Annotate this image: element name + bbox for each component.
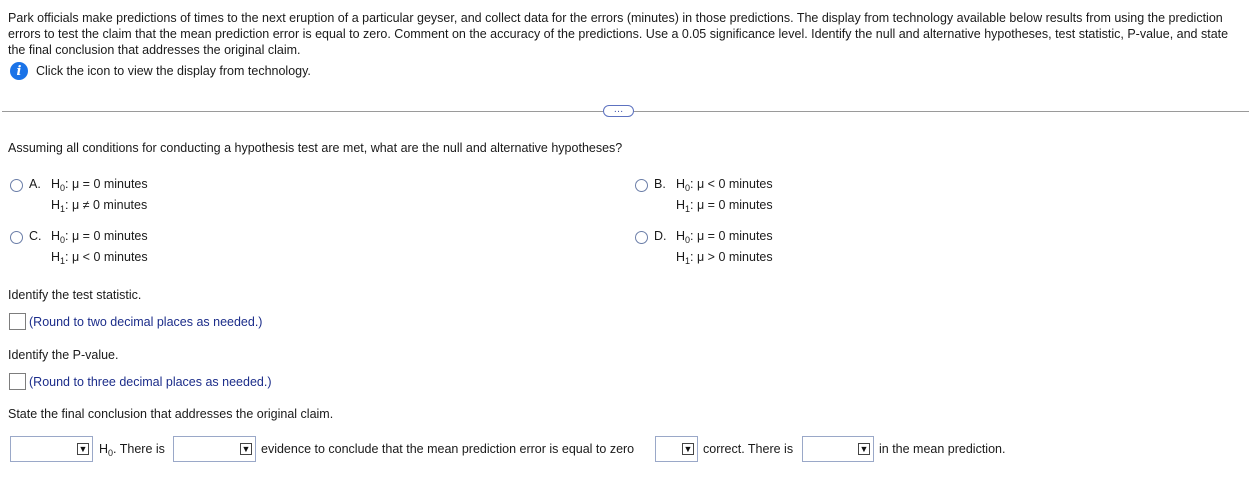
expand-more-button[interactable]: … [603,105,634,117]
alternative-hypothesis: $H_1$: μ < 0 minutes [51,250,148,266]
chevron-down-icon: ▼ [859,443,869,454]
alternative-hypothesis: $H_1$: μ > 0 minutes [676,250,773,266]
null-hypothesis: $H_0$: μ = 0 minutes [51,229,148,245]
radio-button-d[interactable] [635,231,648,244]
p-value-row [9,373,272,390]
test-statistic-label: Identify the test statistic. [8,288,142,302]
null-hypothesis: $H_0$: μ = 0 minutes [676,229,773,245]
radio-button-a[interactable] [10,179,23,192]
chevron-down-icon: ▼ [78,443,88,454]
chevron-down-icon: ▼ [241,443,251,454]
p-value-input[interactable] [9,373,26,390]
radio-button-c[interactable] [10,231,23,244]
null-hypothesis: $H_0$: μ < 0 minutes [676,177,773,193]
conclusion-evidence-text: evidence to conclude that the mean prediction error is equal to zero [261,442,635,456]
chevron-down-icon: ▼ [683,443,693,454]
test-statistic-input[interactable] [9,313,26,330]
reject-decision-dropdown[interactable] [10,436,93,462]
conclusion-mean-text: in the mean prediction. [879,442,1006,456]
p-value-label: Identify the P-value. [8,348,119,362]
null-hypothesis: $H_0$: μ = 0 minutes [51,177,148,193]
info-icon[interactable]: i [10,62,28,80]
option-a[interactable] [10,177,148,216]
question-text: Assuming all conditions for conducting a hypothesis test are met, what are the null and alternative hypotheses? [8,141,623,155]
conclusion-h0-text: $H_0$. There is [99,442,165,458]
option-d[interactable] [635,229,773,268]
option-letter: C. [29,229,42,243]
evidence-dropdown[interactable] [173,436,256,462]
option-b[interactable] [635,177,773,216]
claim-dropdown[interactable] [655,436,698,462]
option-letter: B. [654,177,666,191]
test-statistic-hint: (Round to two decimal places as needed.) [29,314,263,329]
radio-button-b[interactable] [635,179,648,192]
conclusion-correct-text: correct. There is [703,442,794,456]
alternative-hypothesis: $H_1$: μ ≠ 0 minutes [51,198,148,214]
option-letter: A. [29,177,41,191]
test-statistic-row [9,313,262,330]
info-row [10,62,311,80]
p-value-hint: (Round to three decimal places as needed.) [29,374,272,389]
accuracy-dropdown[interactable] [802,436,874,462]
problem-statement: Park officials make predictions of times to the next eruption of a particular geyser, and collect data for the errors (minutes) in those predictions. The display from technology available below results from using the prediction errors to test the claim that the mean prediction error is equal to zero. Comment on the accuracy of the predictions. Use a 0.05 significance level. Identify the null and alternative hypotheses, test statistic, P-value, and state the final conclusion that addresses the original claim. [8,11,1229,57]
option-c[interactable] [10,229,148,268]
option-letter: D. [654,229,667,243]
conclusion-label: State the final conclusion that addresses the original claim. [8,407,334,421]
alternative-hypothesis: $H_1$: μ = 0 minutes [676,198,773,214]
info-text: Click the icon to view the display from technology. [36,64,311,78]
